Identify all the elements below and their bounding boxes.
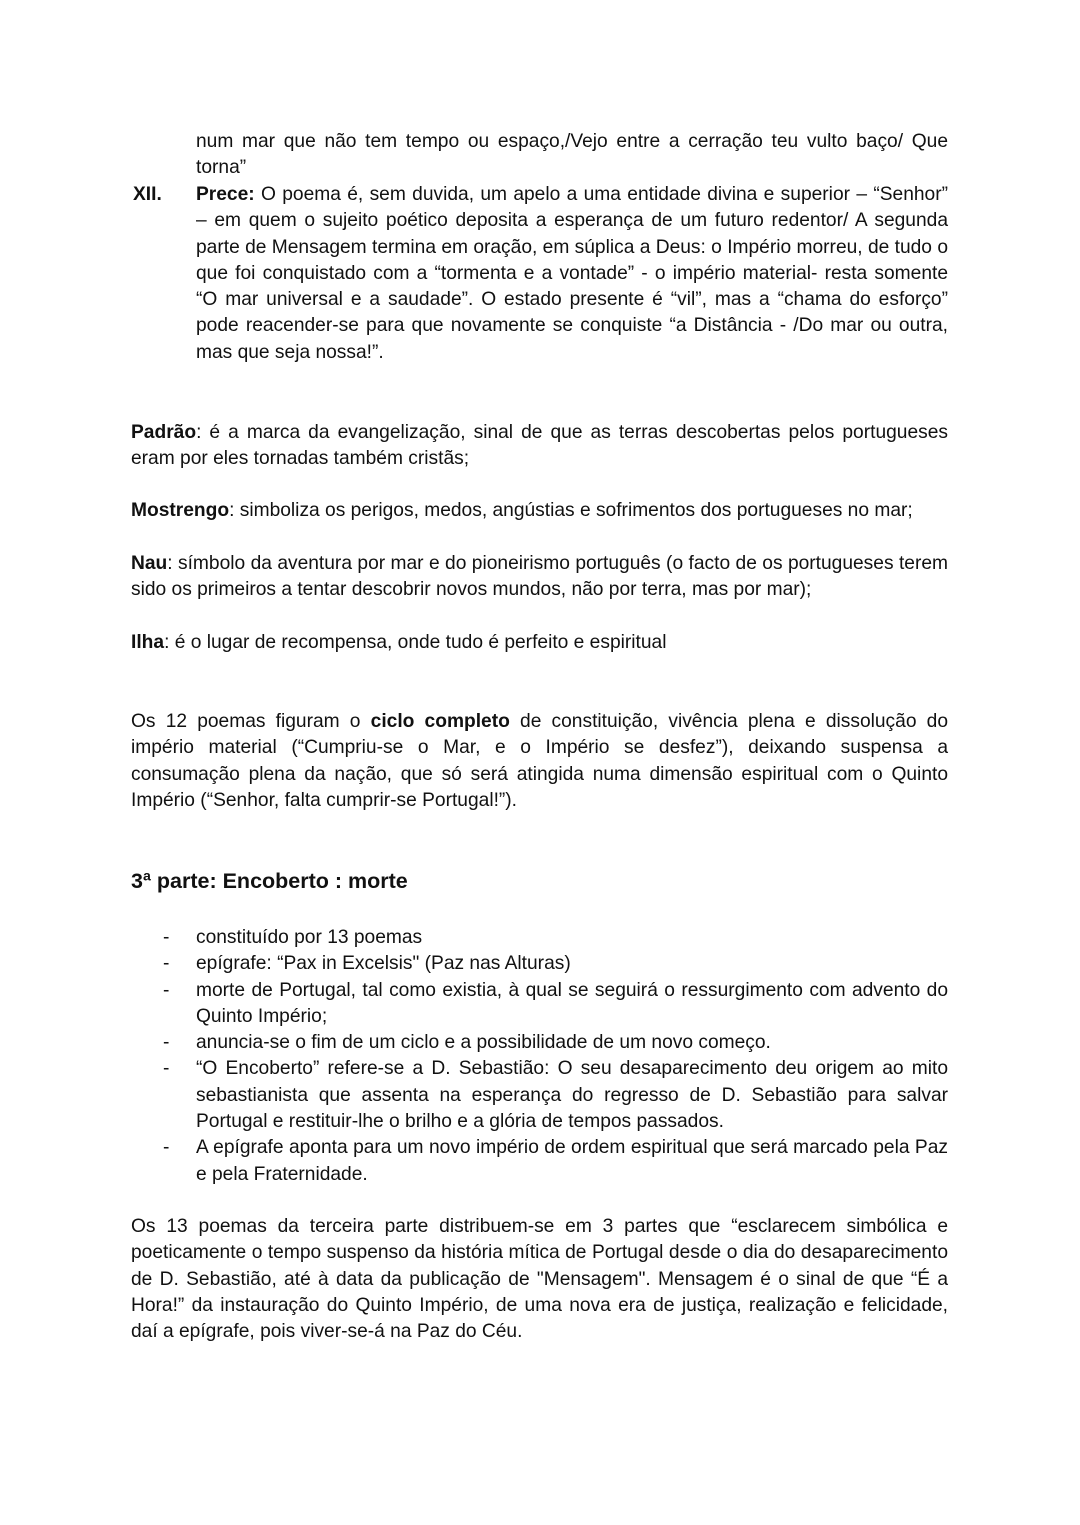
list-item-text: anuncia-se o fim de um ciclo e a possibilidade de um novo começo. [196,1032,771,1054]
bullet-dash: - [163,1032,170,1054]
symbol-padrao-paragraph [131,420,948,473]
symbol-definition: : é a marca da evangelização, sinal de que as terras descobertas pelos portugueses eram por eles tornadas também cristãs; [131,422,948,470]
symbol-ilha-paragraph [131,630,948,656]
list-item-text: morte de Portugal, tal como existia, à qual se seguirá o ressurgimento com advento do Quinto Império; [196,979,948,1027]
list-item-text: A epígrafe aponta para um novo império de ordem espiritual que será marcado pela Paz e pela Fraternidade. [196,1137,948,1185]
list-item [131,951,948,977]
item-xii-paragraph [196,182,948,366]
summary-paragraph [131,709,948,814]
item-xii-label: Prece: [196,184,255,205]
item-xii-text: O poema é, sem duvida, um apelo a uma entidade divina e superior – “Senhor” – em quem o sujeito poético deposita a esperança de um futuro redentor/ A segunda parte de Mensagem termina em oração, em súplica a Deus: o Império morreu, de tudo o que foi conquistado com a “tormenta e a vontade” - o império material- resta somente “O mar universal e a saudade”. O estado presente é “vil”, mas a “chama do esforço” pode reacender-se para que novamente se conquiste “a Distância - /Do mar ou outra, mas que seja nossa!”. [196,184,948,363]
summary-after: de constituição, vivência plena e dissolução do império material (“Cumpriu-se o Mar, e o Império se desfez”), deixando suspensa a consumação plena da nação, que só será atingida numa dimensão espiritual com o Quinto Império (“Senhor, falta cumprir-se Portugal!”). [131,711,949,811]
symbol-definition: : simboliza os perigos, medos, angústias e sofrimentos dos portugueses no mar; [229,500,913,521]
symbol-term: Padrão [131,422,197,443]
bullet-dash: - [163,953,170,975]
symbol-definition: : símbolo da aventura por mar e do pioneirismo português (o facto de os portugueses terem sido os primeiros a tentar descobrir novos mundos, não por terra, mas por mar); [131,553,948,601]
part3-heading: 3ª parte: Encoberto : morte [131,869,408,893]
bullet-dash: - [163,979,170,1001]
bullet-dash: - [163,1137,170,1159]
continuation-text: num mar que não tem tempo ou espaço,/Vejo entre a cerração teu vulto baço/ Que torna” [196,131,948,179]
symbol-definition: : é o lugar de recompensa, onde tudo é perfeito e espiritual [164,632,667,653]
list-item [131,1135,948,1188]
summary-before: Os 12 poemas figuram o [131,711,371,732]
part3-bullet-list [131,925,948,1188]
list-item-text: epígrafe: “Pax in Excelsis" (Paz nas Alturas) [196,953,571,975]
summary-bold: ciclo completo [370,711,510,732]
part3-closing-paragraph [131,1214,948,1345]
continuation-paragraph [196,129,948,182]
symbol-term: Mostrengo [131,500,230,521]
list-item-text: constituído por 13 poemas [196,927,423,948]
list-item [131,978,948,1031]
list-item [131,925,948,951]
list-item [131,1056,948,1135]
symbol-term: Nau [131,553,168,574]
bullet-dash: - [163,1058,170,1080]
list-item [131,1030,948,1056]
list-item-text: “O Encoberto” refere-se a D. Sebastião: O seu desaparecimento deu origem ao mito sebastianista que assenta na esperança do regresso de D. Sebastião para salvar Portugal e restituir-lhe o brilho e a glória de tempos passados. [196,1058,948,1133]
bullet-dash: - [163,927,170,948]
symbol-term: Ilha [131,632,165,653]
symbol-mostrengo-paragraph [131,498,948,524]
symbol-nau-paragraph [131,551,948,604]
closing-text: Os 13 poemas da terceira parte distribuem-se em 3 partes que “esclarecem simbólica e poeticamente o tempo suspenso da história mítica de Portugal desde o dia do desaparecimento de D. Sebastião, até à data da publicação de "Mensagem". Mensagem é o sinal de que “É a Hora!” da instauração do Quinto Império, de uma nova era de justiça, realização e felicidade, daí a epígrafe, pois viver-se-á na Paz do Céu. [131,1216,948,1343]
item-xii-numeral: XII. [133,184,162,205]
